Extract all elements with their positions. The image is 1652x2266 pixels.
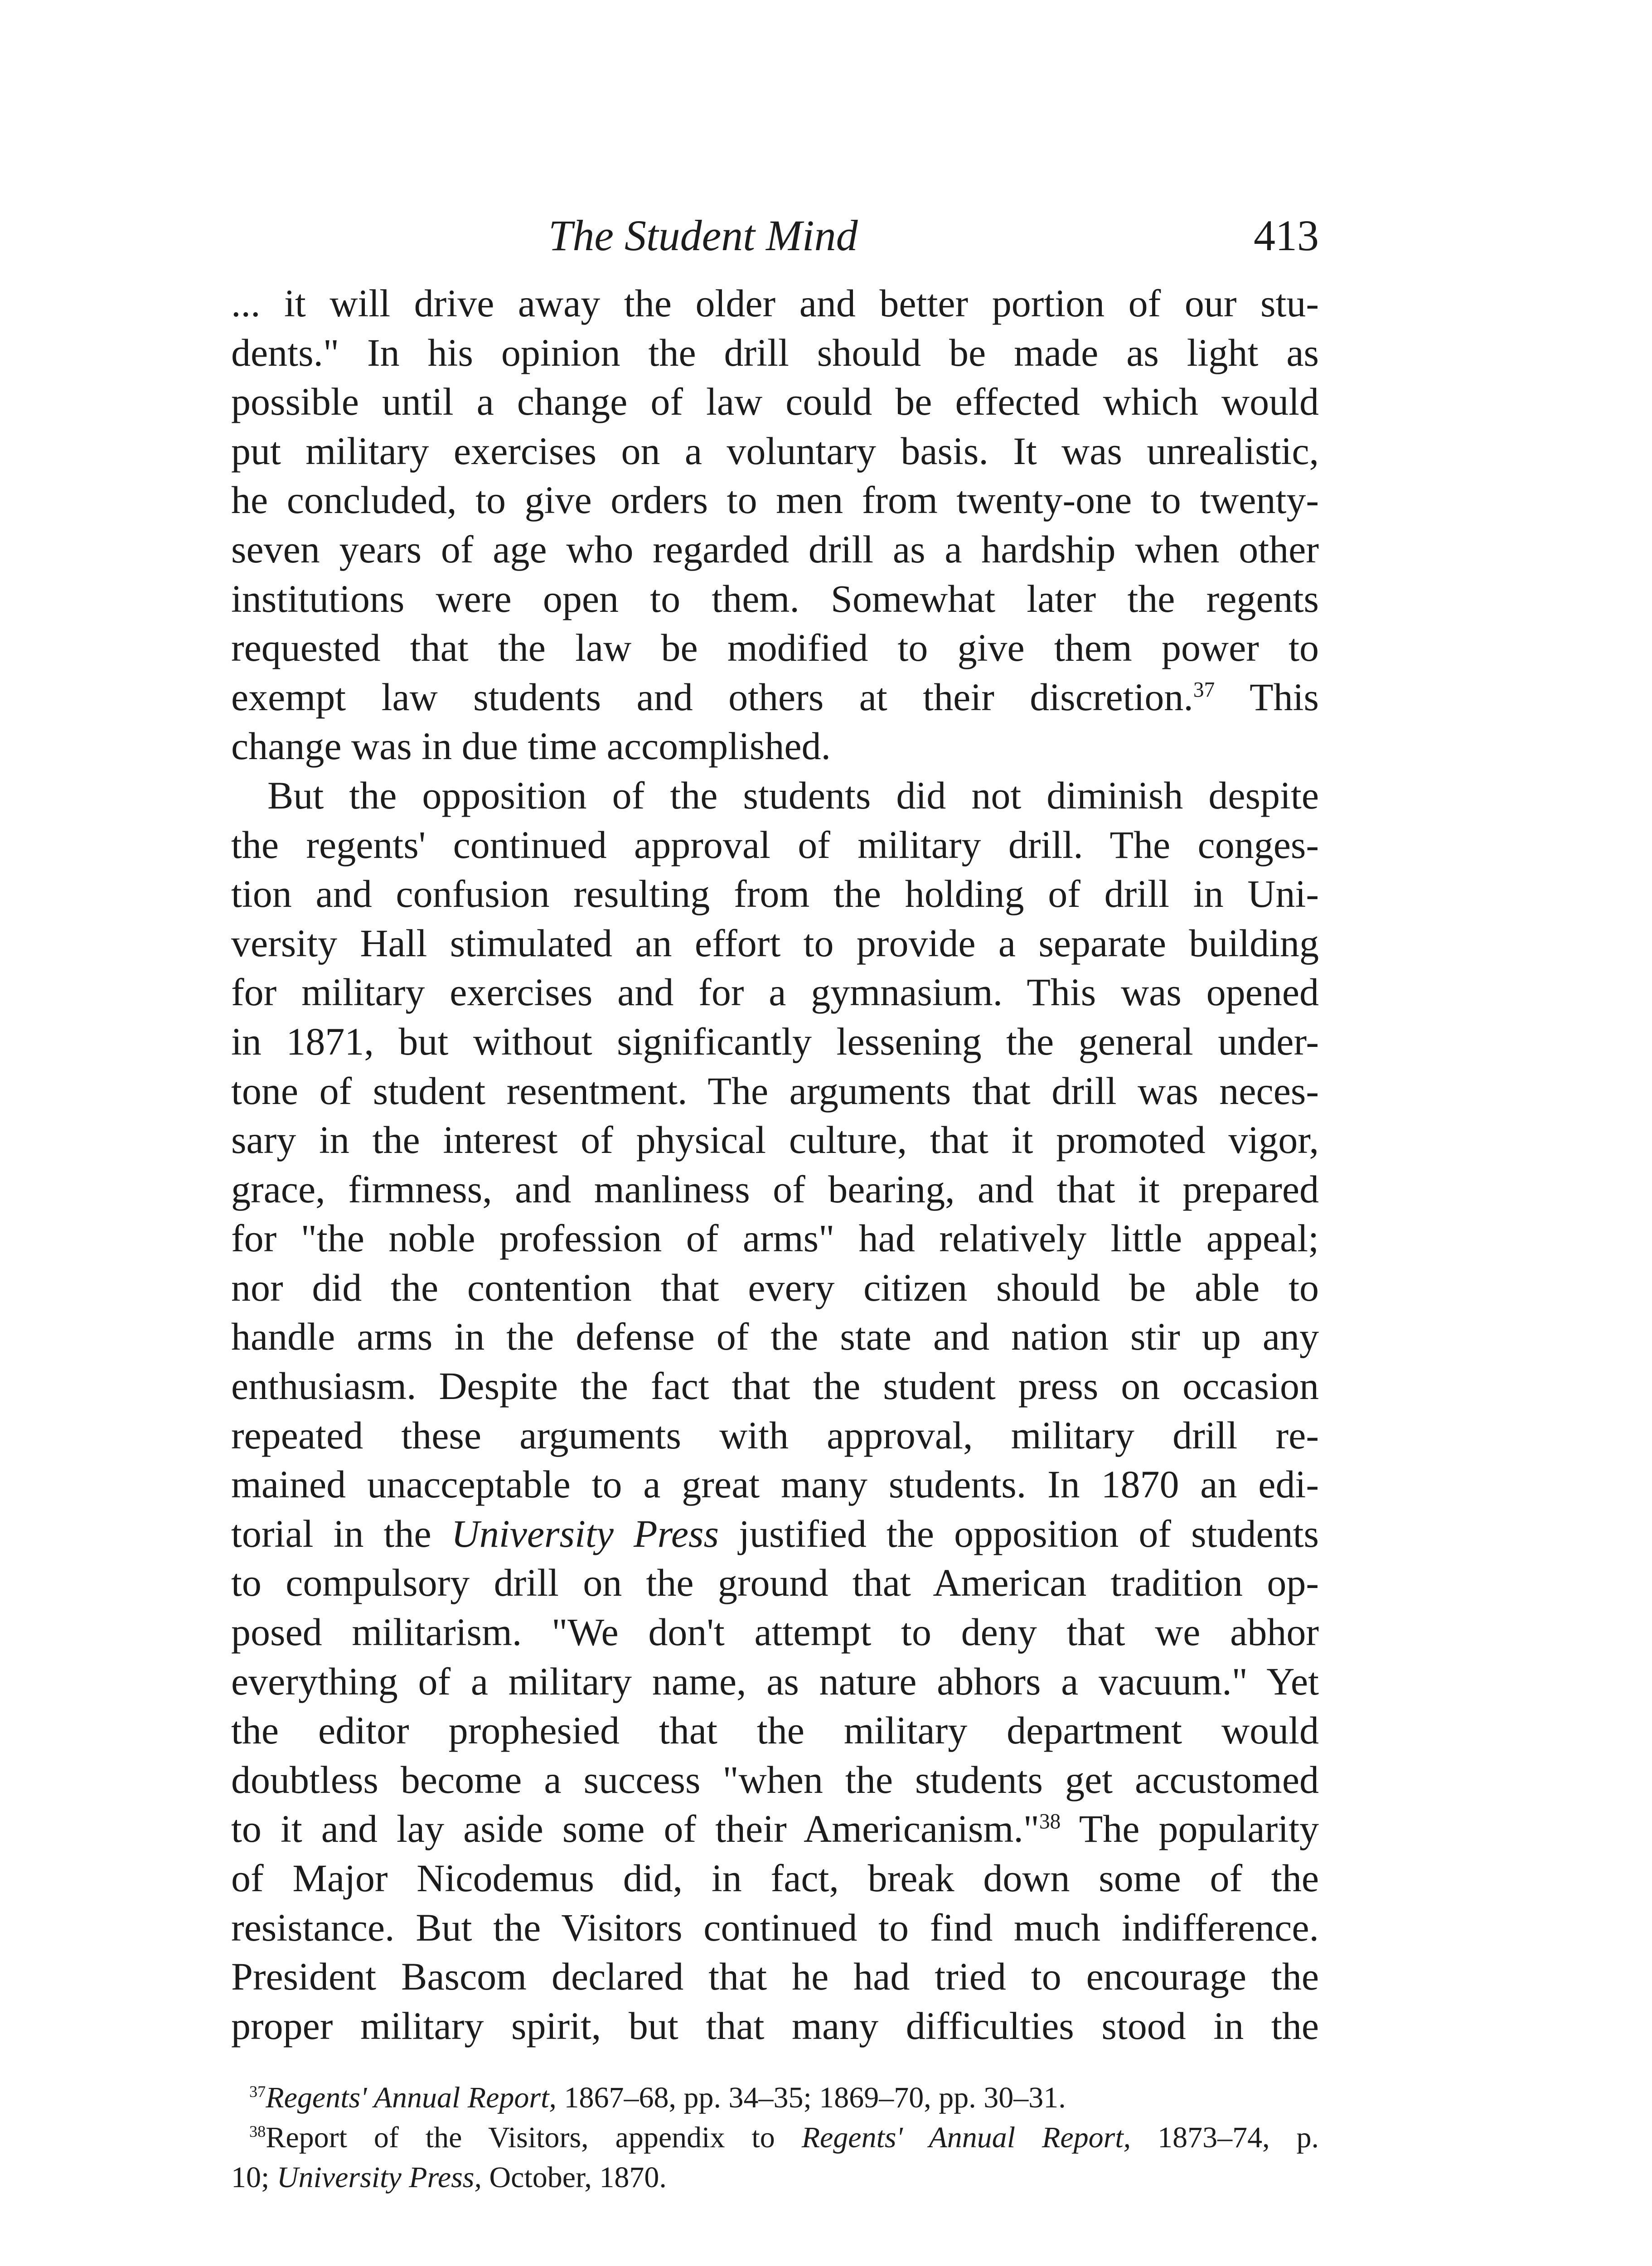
text-line bbox=[231, 1804, 1319, 1854]
text-line: tone of student resentment. The arguments that drill was neces- bbox=[231, 1069, 1319, 1113]
running-title: The Student Mind bbox=[548, 211, 858, 260]
text-line: handle arms in the defense of the state and nation stir up any bbox=[231, 1315, 1319, 1359]
text-segment: justified the opposition of students bbox=[718, 1511, 1319, 1555]
text-line: for "the noble profession of arms" had relatively little appeal; bbox=[231, 1216, 1319, 1260]
text-line: the editor prophesied that the military department would bbox=[231, 1709, 1319, 1753]
text-line bbox=[231, 673, 1319, 722]
text-line: he concluded, to give orders to men from twenty-one to twenty- bbox=[231, 478, 1319, 522]
footnote-source-title: Regents' Annual Report, bbox=[801, 2121, 1131, 2154]
text-segment: to it and lay aside some of their Americanism." bbox=[231, 1807, 1039, 1851]
text-line: in 1871, but without significantly lessening the general under- bbox=[231, 1019, 1319, 1063]
page-header bbox=[231, 206, 1319, 265]
text-segment: torial in the bbox=[231, 1511, 451, 1555]
footnote-text: 10; bbox=[231, 2161, 277, 2194]
text-line: sary in the interest of physical culture, that it promoted vigor, bbox=[231, 1118, 1319, 1162]
paragraph-start: But the opposition of the students did not diminish despite bbox=[267, 773, 1319, 817]
text-line: to compulsory drill on the ground that American tradition op- bbox=[231, 1561, 1319, 1605]
text-line: everything of a military name, as nature abhors a vacuum." Yet bbox=[231, 1659, 1319, 1703]
text-line bbox=[231, 1509, 1319, 1559]
text-line: requested that the law be modified to give them power to bbox=[231, 626, 1319, 670]
footnote-text: Report of the Visitors, appendix to bbox=[266, 2121, 802, 2154]
body-text bbox=[231, 279, 1319, 2050]
text-line: grace, firmness, and manliness of bearing, and that it prepared bbox=[231, 1167, 1319, 1211]
footnote-mark: 38 bbox=[249, 2122, 266, 2140]
text-segment: This bbox=[1215, 675, 1319, 719]
footnote-mark: 37 bbox=[249, 2082, 266, 2101]
text-line: put military exercises on a voluntary basis. It was unrealistic, bbox=[231, 429, 1319, 473]
footnote-text: October, 1870. bbox=[481, 2161, 667, 2194]
footnote-text: 1867–68, pp. 34–35; 1869–70, pp. 30–31. bbox=[556, 2081, 1066, 2114]
text-line: change was in due time accomplished. bbox=[231, 724, 831, 768]
page-number: 413 bbox=[1254, 211, 1319, 260]
text-line: institutions were open to them. Somewhat later the regents bbox=[231, 576, 1319, 620]
text-line: possible until a change of law could be effected which would bbox=[231, 380, 1319, 424]
text-line: versity Hall stimulated an effort to provide a separate building bbox=[231, 921, 1319, 965]
footnote-source-title: Regents' Annual Report, bbox=[266, 2081, 557, 2114]
text-line: enthusiasm. Despite the fact that the student press on occasion bbox=[231, 1364, 1319, 1408]
footnote-38 bbox=[231, 2118, 1319, 2158]
text-line: seven years of age who regarded drill as a hardship when other bbox=[231, 527, 1319, 571]
footnote-source-title: University Press, bbox=[276, 2161, 482, 2194]
footnote-38-continued bbox=[231, 2158, 1319, 2198]
text-segment: exempt law students and others at their discretion. bbox=[231, 675, 1193, 719]
footnote-text: 1873–74, p. bbox=[1131, 2121, 1319, 2154]
text-line: ... it will drive away the older and better portion of our stu- bbox=[231, 281, 1319, 325]
text-line: repeated these arguments with approval, military drill re- bbox=[231, 1413, 1319, 1457]
text-line: resistance. But the Visitors continued to find much indifference. bbox=[231, 1905, 1319, 1949]
text-line: for military exercises and for a gymnasium. This was opened bbox=[231, 970, 1319, 1014]
text-line: posed militarism. "We don't attempt to deny that we abhor bbox=[231, 1610, 1319, 1654]
text-line: doubtless become a success "when the students get accustomed bbox=[231, 1758, 1319, 1801]
text-line: tion and confusion resulting from the holding of drill in Uni- bbox=[231, 872, 1319, 916]
text-line: dents." In his opinion the drill should be made as light as bbox=[231, 330, 1319, 374]
text-line: the regents' continued approval of military drill. The conges- bbox=[231, 823, 1319, 867]
text-line: of Major Nicodemus did, in fact, break down some of the bbox=[231, 1856, 1319, 1900]
text-line: proper military spirit, but that many difficulties stood in the bbox=[231, 2004, 1319, 2048]
publication-title: University Press bbox=[451, 1511, 719, 1555]
footnote-ref-37: 37 bbox=[1193, 678, 1215, 702]
footnote-ref-38: 38 bbox=[1039, 1810, 1061, 1834]
text-line: nor did the contention that every citizen should be able to bbox=[231, 1265, 1319, 1309]
text-line: President Bascom declared that he had tried to encourage the bbox=[231, 1955, 1319, 1999]
footnote-37 bbox=[231, 2078, 1319, 2118]
text-segment: The popularity bbox=[1061, 1807, 1319, 1851]
footnotes bbox=[231, 2078, 1319, 2198]
text-line: mained unacceptable to a great many students. In 1870 an edi- bbox=[231, 1462, 1319, 1506]
